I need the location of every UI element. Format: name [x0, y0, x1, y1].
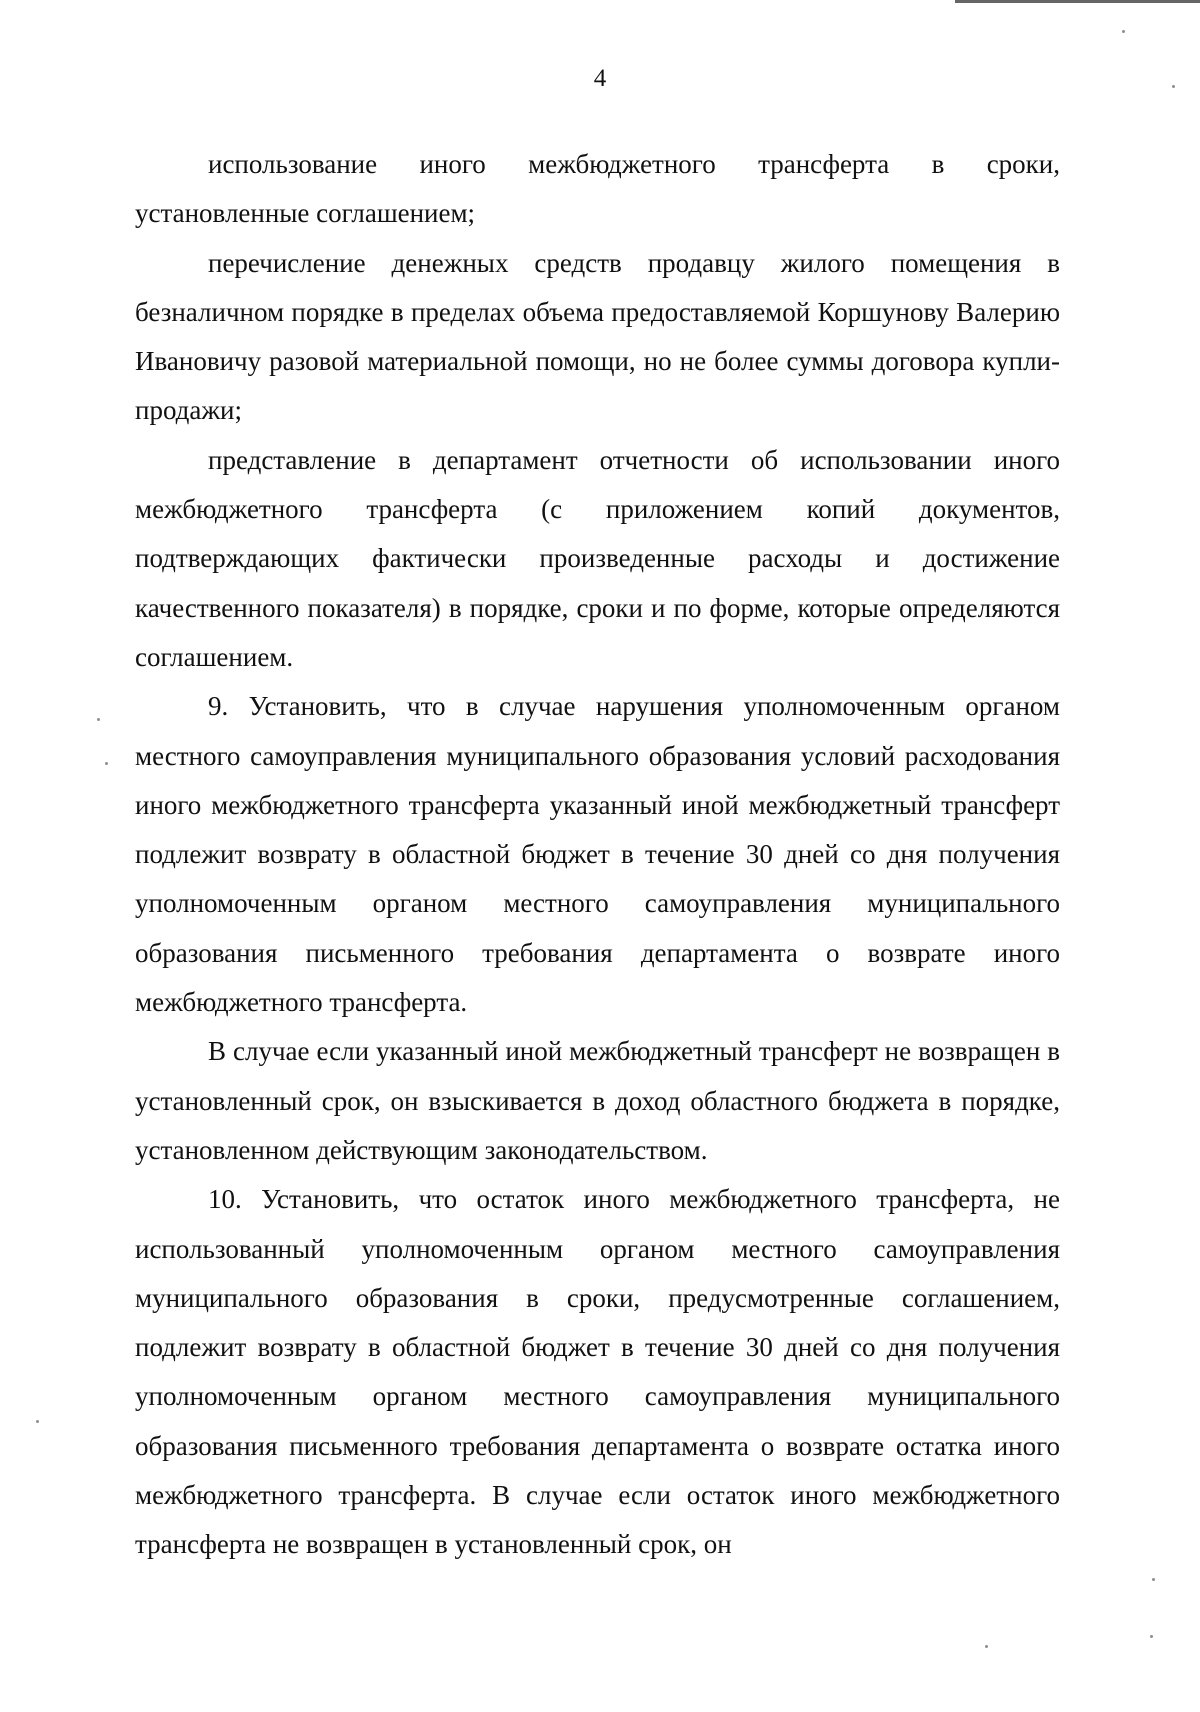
scan-edge-line	[955, 0, 1200, 3]
paragraph-non-return: В случае если указанный иной межбюджетный трансферт не возвращен в установленный срок, он взыскивается в доход областного бюджета в порядке, установленном действующим законодательством.	[135, 1036, 1060, 1165]
paragraph-clause-9: 9. Установить, что в случае нарушения уполномоченным органом местного самоуправления муниципального образования условий расходования иного межбюджетного трансферта указанный иной межбюджетный трансферт подлежит возврату в областной бюджет в течение 30 дней со дня получения уполномоченным органом местного самоуправления муниципального образования письменного требования департамента о возврате иного межбюджетного трансферта.	[135, 691, 1060, 1018]
scan-speck	[105, 762, 108, 765]
paragraph-reporting: представление в департамент отчетности об использовании иного межбюджетного трансферта (с приложением копий документов, подтверждающих фактически произведенные расходы и достижение качественного показателя) в порядке, сроки и по форме, которые определяются соглашением.	[135, 444, 1060, 672]
scan-speck	[1152, 1578, 1155, 1581]
paragraph-use-of-transfer: использование иного межбюджетного трансферта в сроки, установленные соглашением;	[135, 149, 1060, 229]
scan-speck	[1122, 30, 1125, 33]
scan-speck	[1150, 1635, 1153, 1638]
paragraph-clause-10: 10. Установить, что остаток иного межбюджетного трансферта, не использованный уполномоченным органом местного самоуправления муниципального образования в сроки, предусмотренные соглашением, подлежит возврату в областной бюджет в течение 30 дней со дня получения уполномоченным органом местного самоуправления муниципального образования письменного требования департамента о возврате остатка иного межбюджетного трансферта. В случае если остаток иного межбюджетного трансферта не возвращен в установленный срок, он	[135, 1184, 1060, 1560]
scan-speck	[36, 1420, 39, 1423]
page-number: 4	[593, 65, 607, 92]
document-body	[135, 140, 1060, 1570]
scan-speck	[97, 718, 100, 721]
scan-speck	[985, 1645, 988, 1648]
paragraph-payment-to-seller: перечисление денежных средств продавцу жилого помещения в безналичном порядке в пределах объема предоставляемой Коршунову Валерию Ивановичу разовой материальной помощи, но не более суммы договора купли-продажи;	[135, 247, 1060, 426]
